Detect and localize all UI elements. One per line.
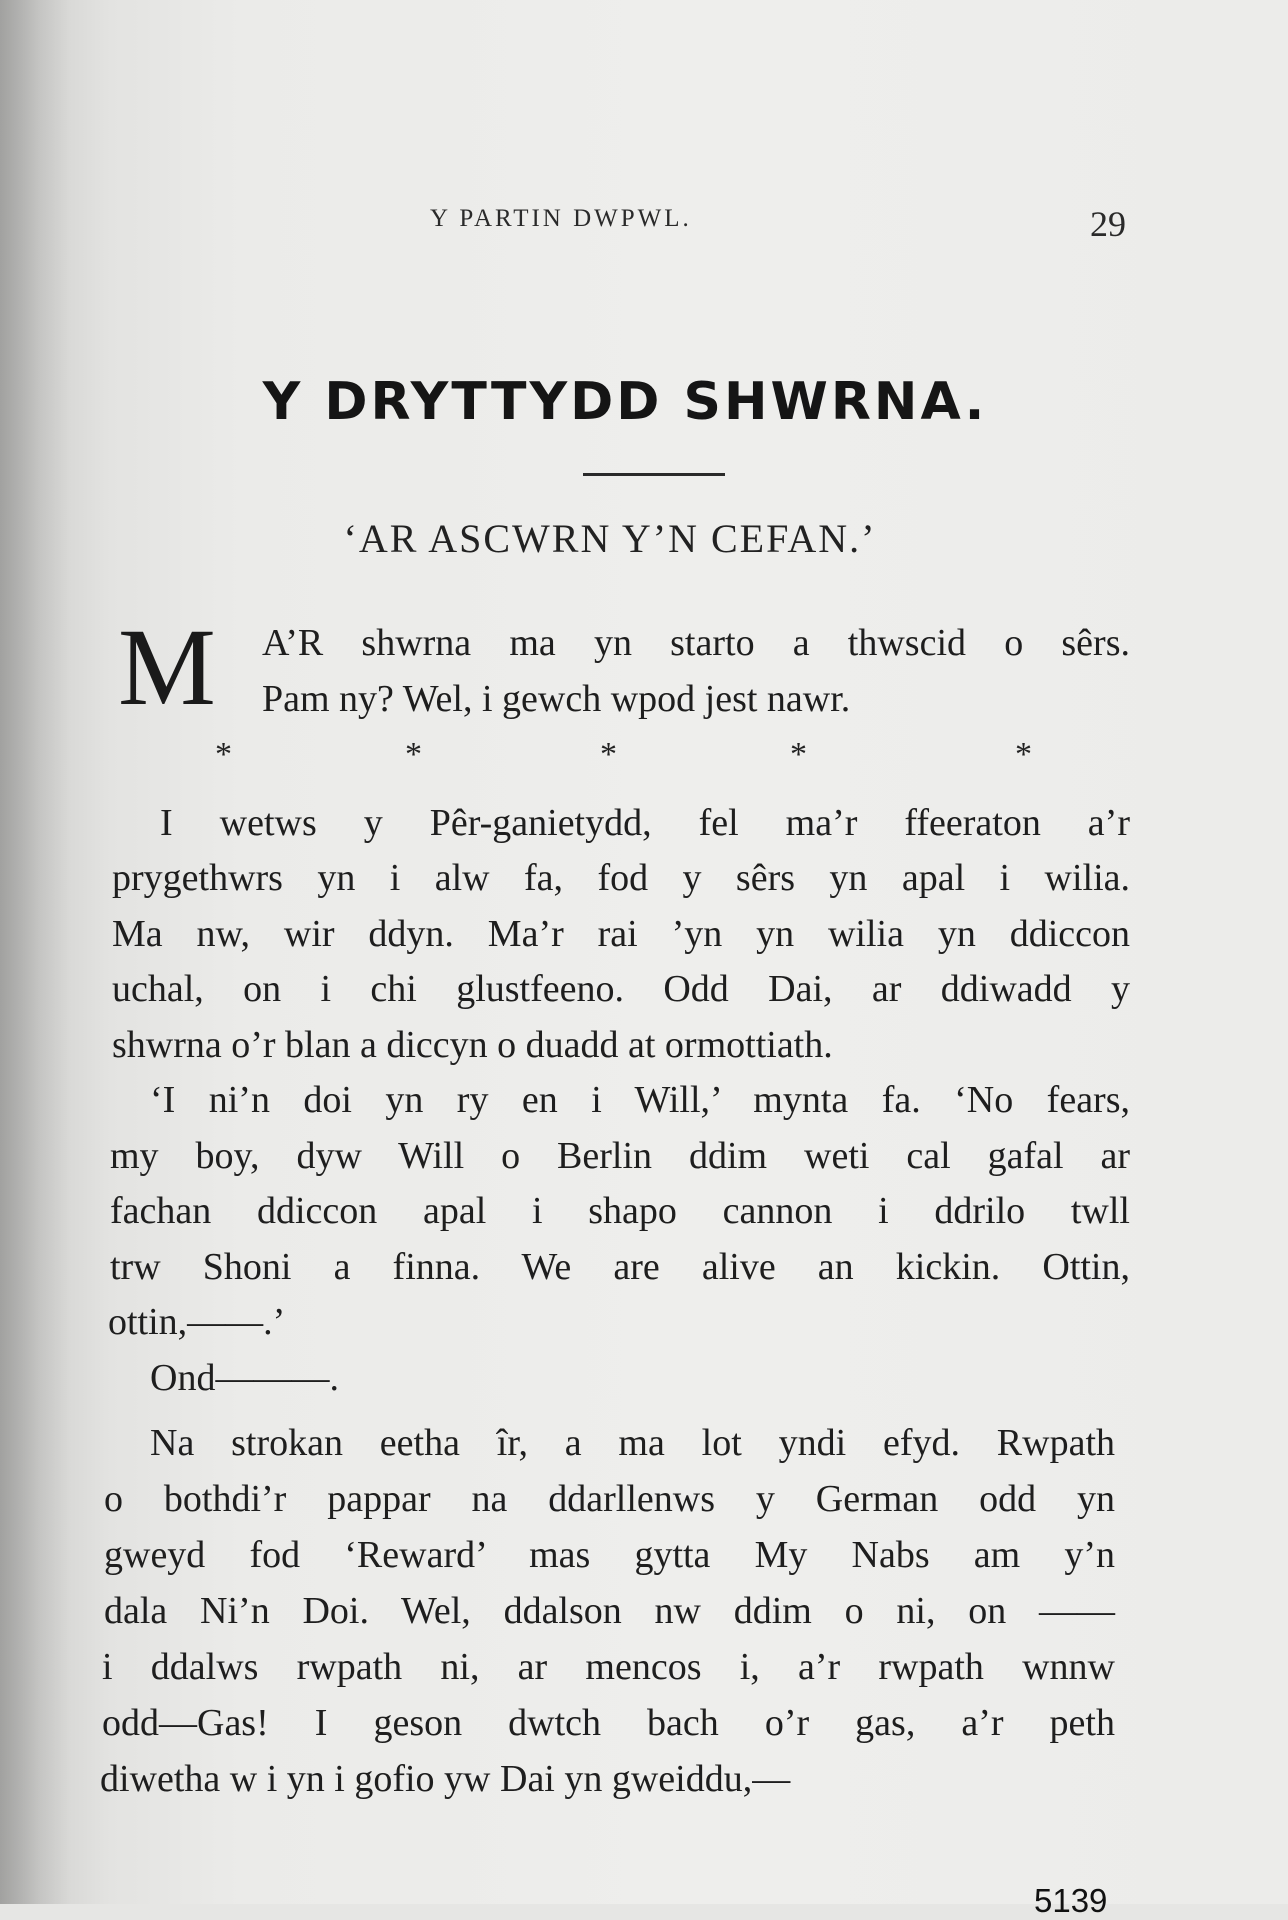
catalog-number: 5139 — [1034, 1882, 1108, 1919]
running-head: Y PARTIN DWPWL. — [430, 205, 692, 232]
gutter-shadow — [0, 0, 70, 1904]
section-break-asterisk: * — [215, 736, 232, 773]
body-line: gweyd fod ‘Reward’ mas gytta My Nabs am y’n — [104, 1534, 1115, 1576]
drop-cap: M — [118, 606, 216, 728]
body-line: trw Shoni a finna. We are alive an kickin. Ottin, — [110, 1246, 1130, 1288]
body-line: my boy, dyw Will o Berlin ddim weti cal gafal ar — [110, 1135, 1130, 1177]
body-line: Ma nw, wir ddyn. Ma’r rai ’yn yn wilia yn ddiccon — [112, 913, 1130, 955]
body-line: o bothdi’r pappar na ddarllenws y German odd yn — [104, 1478, 1115, 1520]
section-break-asterisk: * — [405, 736, 422, 773]
body-line: dala Ni’n Doi. Wel, ddalson nw ddim o ni, on —— — [104, 1590, 1115, 1632]
body-line: odd—Gas! I geson dwtch bach o’r gas, a’r peth — [102, 1702, 1115, 1744]
body-line: diwetha w i yn i gofio yw Dai yn gweiddu,— — [100, 1758, 791, 1800]
page-number: 29 — [1090, 204, 1126, 244]
body-line: Ond———. — [150, 1357, 339, 1399]
chapter-subtitle: ‘AR ASCWRN Y’N CEFAN.’ — [343, 516, 877, 561]
section-break-asterisk: * — [790, 736, 807, 773]
opening-line: Pam ny? Wel, i gewch wpod jest nawr. — [262, 678, 851, 720]
chapter-title: Y DRYTTYDD SHWRNA. — [262, 372, 988, 432]
body-line: prygethwrs yn i alw fa, fod y sêrs yn apal i wilia. — [112, 857, 1130, 899]
section-break-asterisk: * — [1015, 736, 1032, 773]
body-line: i ddalws rwpath ni, ar mencos i, a’r rwpath wnnw — [102, 1646, 1115, 1688]
body-line: ‘I ni’n doi yn ry en i Will,’ mynta fa. ‘No fears, — [150, 1079, 1130, 1121]
body-line: I wetws y Pêr-ganietydd, fel ma’r ffeeraton a’r — [160, 802, 1130, 844]
section-break-asterisk: * — [600, 736, 617, 773]
title-rule — [583, 473, 725, 476]
body-line: fachan ddiccon apal i shapo cannon i ddrilo twll — [110, 1190, 1130, 1232]
body-line: Na strokan eetha îr, a ma lot yndi efyd. Rwpath — [150, 1422, 1115, 1464]
body-line: shwrna o’r blan a diccyn o duadd at ormottiath. — [112, 1024, 833, 1066]
body-line: ottin,——.’ — [108, 1301, 286, 1343]
body-line: uchal, on i chi glustfeeno. Odd Dai, ar ddiwadd y — [112, 968, 1130, 1010]
opening-line: A’R shwrna ma yn starto a thwscid o sêrs. — [262, 622, 1130, 664]
